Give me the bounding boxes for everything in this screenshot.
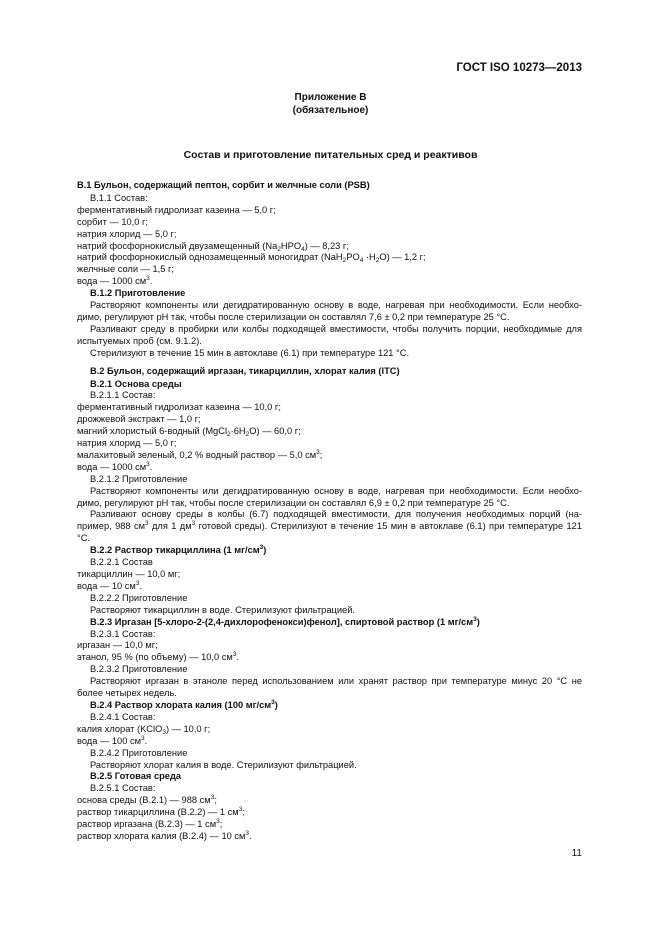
list-item: этанол, 95 % (по объему) — 10,0 $см^3$. <box>77 651 240 663</box>
list-item: раствор хлората калия (В.2.4) — 10 $см^3$. <box>77 829 252 841</box>
list-item: тикарциллин — 10,0 мг; <box>77 569 181 579</box>
subsection-heading: В.2.2 Раствор тикарциллина (1 $мг/см^3$) <box>90 544 267 556</box>
paragraph: Растворяют тикарциллин в воде. Стерилизуют фильтрацией. <box>90 604 355 615</box>
composition-label: В.2.3.1 Состав: <box>90 628 156 639</box>
list-item: вода — 100 $см^3$. <box>77 734 148 746</box>
composition-label: В.1.1 Состав: <box>90 192 148 203</box>
preparation-label: В.2.3.2 Приготовление <box>90 664 188 675</box>
paragraph: Растворяют компоненты или дегидратированную основу в воде, нагревая при необходимости. Если необхо-димо, регулируют рН так, чтобы после стерилизации он составлял 7,6 ± 0,2 при температуре 25 °С. <box>77 300 582 322</box>
page-number: 11 <box>571 848 582 859</box>
list-item: сорбит — 10,0 г; <box>77 216 148 227</box>
preparation-label: В.2.4.2 Приготовление <box>90 747 188 758</box>
subsection-heading: В.2.1 Основа среды <box>90 378 182 389</box>
list-item: калия хлорат (KClO$_3$) — 10,0 г; <box>77 723 211 736</box>
list-item: вода — 10 $см^3$. <box>77 579 143 591</box>
list-item: натрий фосфорнокислый однозамещенный моногидрат $(NaH_2PO_4 \cdot H_2O)$ — 1,2 г; <box>77 252 426 265</box>
section-heading-b1: В.1 Бульон, содержащий пептон, сорбит и желчные соли (PSB) <box>77 180 370 190</box>
paragraph: Растворяют компоненты или дегидратированную основу в воде, нагревая при необходимости. Если необхо-димо, регулируют рН так, чтобы после стерилизации он составлял 6,9 ± 0,2 при температуре 25 °С. <box>77 485 582 508</box>
paragraph: Разливают основу среды в колбы (6.7) подходящей вместимости, для получения необходимых порций (на-пример, 988 $см^3$ для 1 $дм^3$ готовой среды). Стерилизуют в течение 15 мин в автоклаве (6.1) при температуре 121 °С. <box>77 509 582 544</box>
paragraph: Стерилизуют в течение 15 мин в автоклаве (6.1) при температуре 121 °С. <box>90 347 410 358</box>
preparation-label: В.2.2.2 Приготовление <box>90 592 188 603</box>
list-item: желчные соли — 1,5 г; <box>77 264 174 275</box>
composition-label: В.2.4.1 Состав: <box>90 711 156 722</box>
list-item: ферментативный гидролизат казеина — 5,0 г; <box>77 204 276 215</box>
list-item: натрия хлорид — 5,0 г; <box>77 438 177 449</box>
subsection-heading: В.1.2 Приготовление <box>90 288 186 299</box>
paragraph: Растворяют иргазан в этаноле перед использованием или хранят раствор при температуре минус 20 °С не более четырех недель. <box>77 676 582 699</box>
composition-label: В.2.5.1 Состав: <box>90 783 156 794</box>
annex-block <box>0 91 661 117</box>
composition-label: В.2.2.1 Состав <box>90 557 153 568</box>
composition-label: В.2.1.1 Состав: <box>90 390 156 401</box>
list-item: натрия хлорид — 5,0 г; <box>77 228 177 239</box>
section-heading-b2: В.2 Бульон, содержащий иргазан, тикарциллин, хлорат калия (ITC) <box>90 365 400 376</box>
list-item: ферментативный гидролизат казеина — 10,0 г; <box>77 402 281 413</box>
list-item: иргазан — 10,0 мг; <box>77 640 158 651</box>
list-item: раствор тикарциллина (В.2.2) — 1 $см^3$; <box>77 806 245 818</box>
list-item: дрожжевой экстракт — 1,0 г; <box>77 414 201 425</box>
list-item: вода — 1000 $см^3$. <box>77 460 153 472</box>
annex-status: (обязательное) <box>292 105 369 116</box>
paragraph: Разливают среду в пробирки или колбы подходящей вместимости, чтобы получить порции, необходимые для испытуемых проб (см. 9.1.2). <box>77 323 582 346</box>
annex-label: Приложение В <box>294 92 367 103</box>
subsection-heading: В.2.3 Иргазан [5-хлоро-2-(2,4-дихлорофенокси)фенол], спиртовой раствор (1 $мг/см^3$) <box>90 615 480 627</box>
standard-header: ГОСТ ISO 10273—2013 <box>456 62 582 74</box>
list-item: основа среды (В.2.1) — 988 $см^3$; <box>77 794 217 806</box>
list-item: натрий фосфорнокислый двузамещенный $(Na_2HPO_4)$ — 8,23 г; <box>77 240 349 253</box>
annex-title: Состав и приготовление питательных сред и реактивов <box>183 149 478 161</box>
document-body <box>77 180 582 843</box>
list-item: вода — 1000 $см^3$. <box>77 275 153 287</box>
subsection-heading: В.2.5 Готовая среда <box>90 771 182 782</box>
list-item: раствор иргазана (В.2.3) — 1 $см^3$; <box>77 818 223 830</box>
list-item: магний хлористый 6-водный $(MgCl_2\cdot 6H_2O)$ — 60,0 г; <box>77 426 301 439</box>
paragraph: Растворяют хлорат калия в воде. Стерилизуют фильтрацией. <box>90 759 357 770</box>
preparation-label: В.2.1.2 Приготовление <box>90 473 188 484</box>
subsection-heading: В.2.4 Раствор хлората калия (100 $мг/см^3$) <box>90 698 278 710</box>
list-item: малахитовый зеленый, 0,2 % водный раствор — 5,0 $см^3$; <box>77 448 323 460</box>
